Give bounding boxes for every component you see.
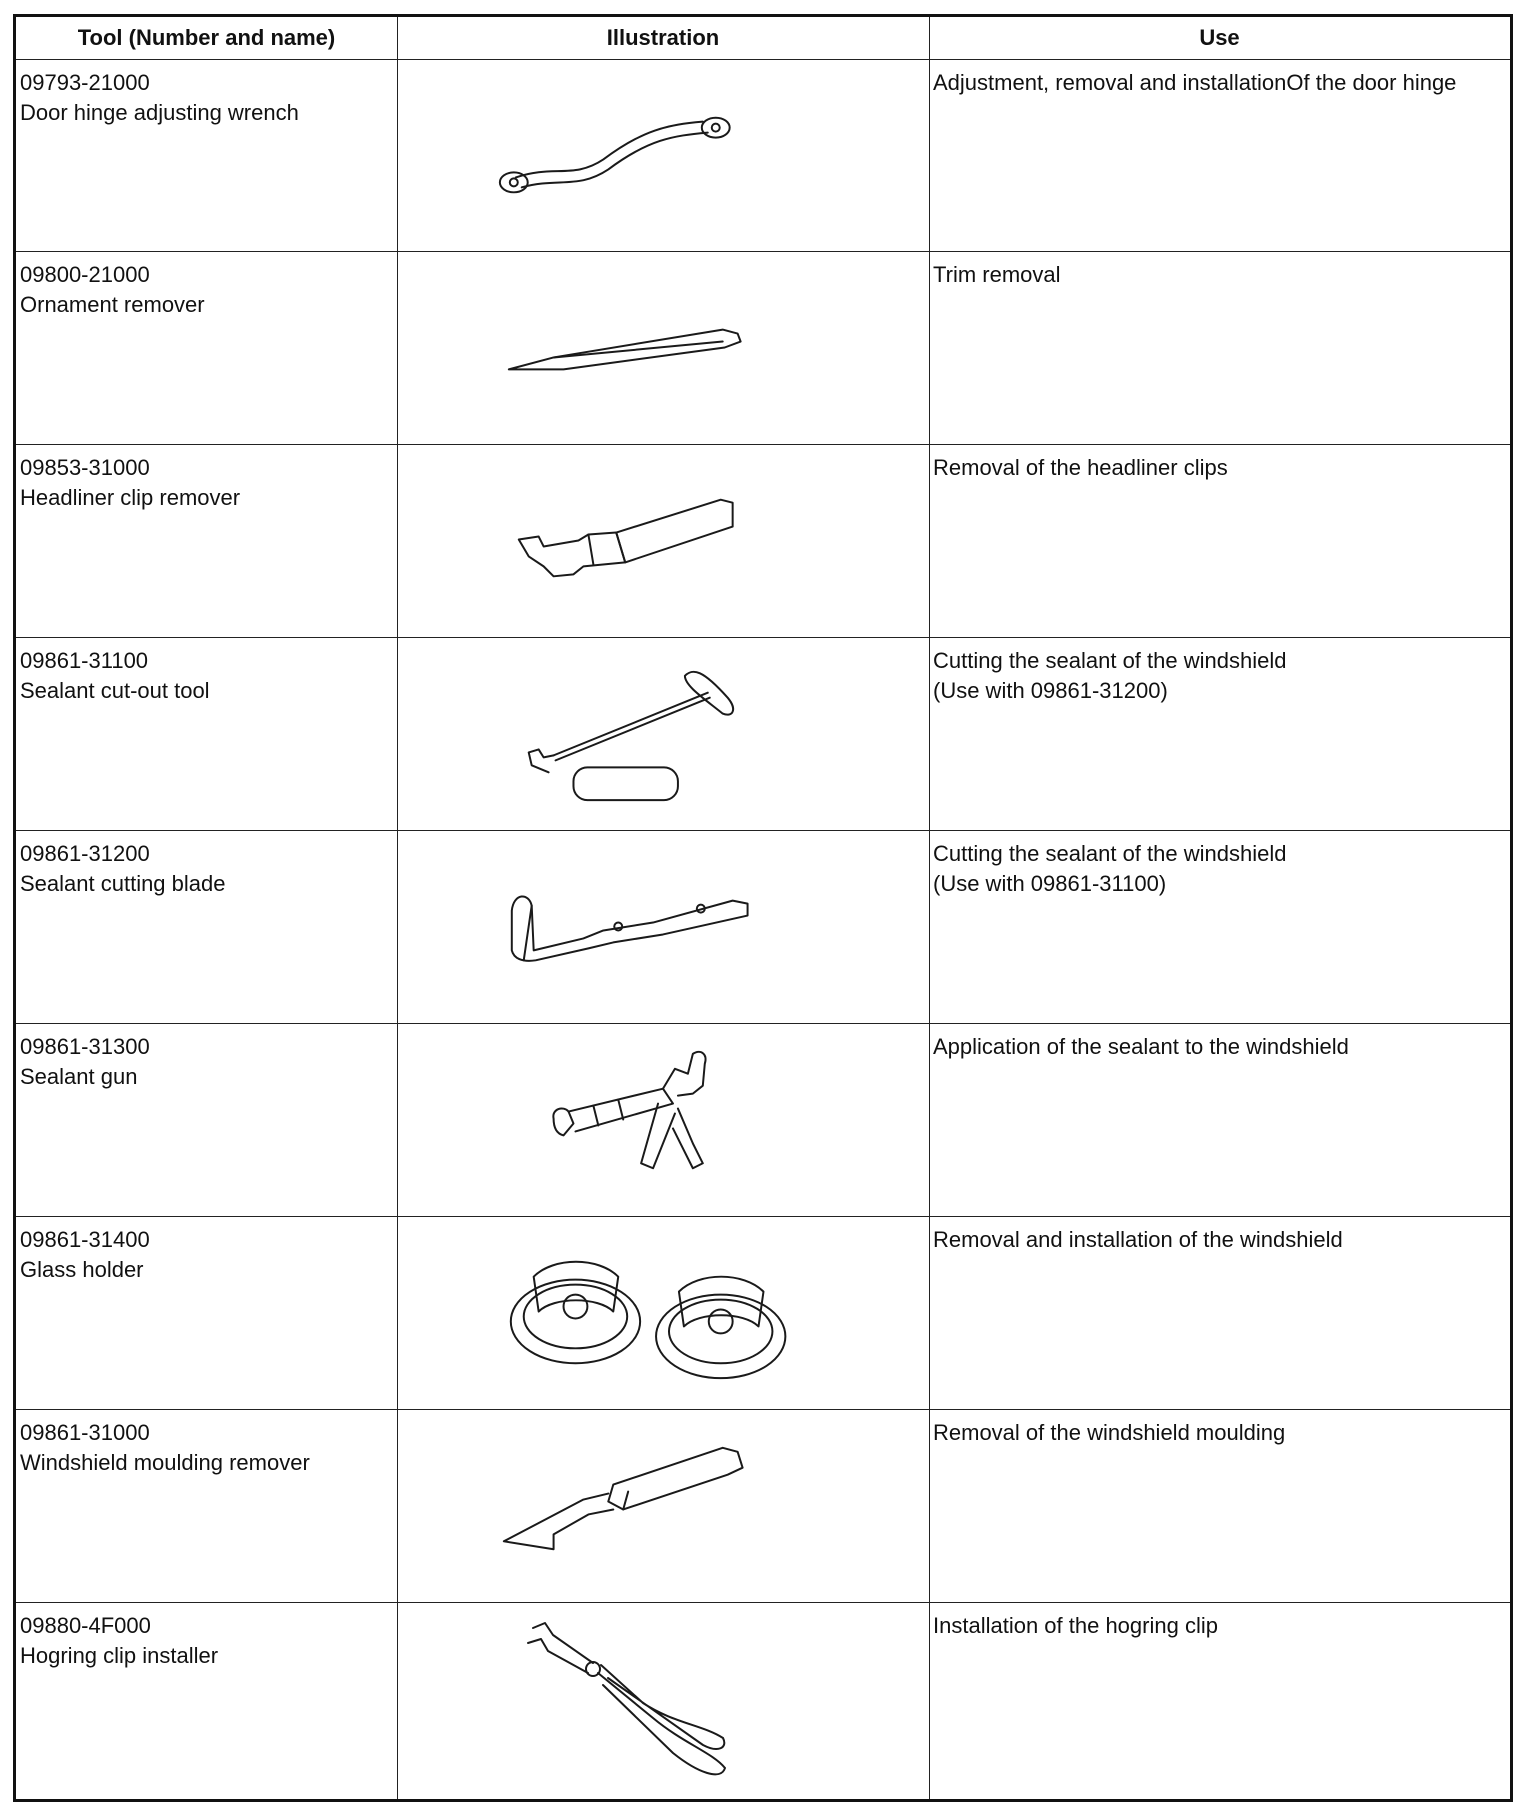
sealant-cut-out-tool-icon <box>403 638 927 830</box>
tool-cell <box>20 453 390 513</box>
use-cell: Installation of the hogring clip <box>933 1613 1218 1638</box>
tool-cell <box>20 1418 390 1478</box>
tool-name: Headliner clip remover <box>20 485 241 510</box>
tool-number: 09861-31300 <box>20 1034 150 1059</box>
use-cell: Adjustment, removal and installationOf the door hinge <box>933 70 1457 95</box>
illustration-cell <box>403 252 927 444</box>
illustration-cell <box>403 1024 927 1216</box>
tool-number: 09853-31000 <box>20 455 150 480</box>
table-row <box>16 831 1510 1024</box>
tool-cell <box>20 1032 390 1092</box>
tool-name: Sealant cut-out tool <box>20 678 210 703</box>
use-cell: Cutting the sealant of the windshield (Use with 09861-31200) <box>933 648 1287 703</box>
windshield-moulding-remover-icon <box>403 1410 927 1602</box>
use-cell: Application of the sealant to the windshield <box>933 1034 1349 1059</box>
illustration-cell <box>403 445 927 637</box>
illustration-cell <box>403 1410 927 1602</box>
use-cell: Removal and installation of the windshield <box>933 1227 1343 1252</box>
use-cell: Removal of the windshield moulding <box>933 1420 1286 1445</box>
use-cell: Removal of the headliner clips <box>933 455 1228 480</box>
illustration-cell <box>403 638 927 830</box>
tool-name: Sealant gun <box>20 1064 138 1089</box>
sealant-gun-icon <box>403 1024 927 1216</box>
table-row <box>16 1603 1510 1799</box>
door-hinge-wrench-icon <box>403 60 927 251</box>
header-tool: Tool (Number and name) <box>77 25 336 50</box>
hogring-clip-installer-icon <box>403 1603 927 1799</box>
use-cell: Cutting the sealant of the windshield (Use with 09861-31100) <box>933 841 1287 896</box>
tool-number: 09880-4F000 <box>20 1613 151 1638</box>
tool-name: Door hinge adjusting wrench <box>20 100 299 125</box>
tool-name: Glass holder <box>20 1257 144 1282</box>
use-cell: Trim removal <box>933 262 1061 287</box>
tool-name: Hogring clip installer <box>20 1643 219 1668</box>
table-row <box>16 445 1510 638</box>
illustration-cell <box>403 1603 927 1799</box>
tool-number: 09800-21000 <box>20 262 150 287</box>
column-divider <box>397 17 398 1799</box>
header-use: Use <box>1199 25 1240 50</box>
tool-cell <box>20 839 390 899</box>
table-row <box>16 1217 1510 1410</box>
headliner-clip-remover-icon <box>403 445 927 637</box>
tool-cell <box>20 68 390 128</box>
table-row <box>16 638 1510 831</box>
tool-number: 09861-31200 <box>20 841 150 866</box>
illustration-cell <box>403 1217 927 1409</box>
illustration-cell <box>403 60 927 251</box>
table-row <box>16 1024 1510 1217</box>
tool-cell <box>20 1225 390 1285</box>
tool-cell <box>20 260 390 320</box>
table-row <box>16 60 1510 252</box>
tool-number: 09861-31000 <box>20 1420 150 1445</box>
ornament-remover-icon <box>403 252 927 444</box>
tool-cell <box>20 646 390 706</box>
tool-name: Ornament remover <box>20 292 205 317</box>
table-row <box>16 252 1510 445</box>
sealant-cutting-blade-icon <box>403 831 927 1023</box>
tool-name: Windshield moulding remover <box>20 1450 310 1475</box>
glass-holder-icon <box>403 1217 927 1409</box>
table-header <box>16 17 1510 60</box>
tool-number: 09861-31100 <box>20 648 149 673</box>
tool-number: 09793-21000 <box>20 70 150 95</box>
special-tools-table <box>13 14 1513 1802</box>
tool-cell <box>20 1611 390 1671</box>
header-illustration: Illustration <box>606 25 720 50</box>
tool-name: Sealant cutting blade <box>20 871 226 896</box>
tool-number: 09861-31400 <box>20 1227 150 1252</box>
column-divider <box>929 17 930 1799</box>
table-row <box>16 1410 1510 1603</box>
illustration-cell <box>403 831 927 1023</box>
